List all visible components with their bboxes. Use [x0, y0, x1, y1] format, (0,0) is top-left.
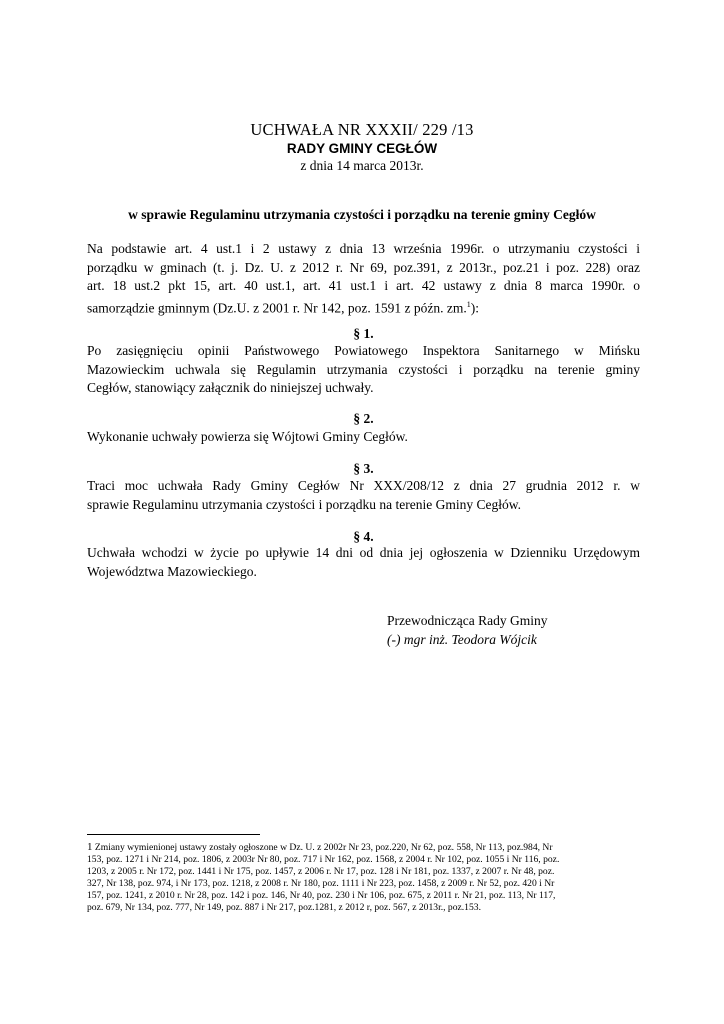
- signatory-role: Przewodnicząca Rady Gminy: [387, 613, 548, 628]
- section-1-heading: § 1.: [353, 326, 374, 341]
- section-line: Uchwała wchodzi w życie po upływie 14 dni od dnia jej ogłoszenia w Dzienniku Urzędowym: [87, 545, 640, 560]
- section-3-heading: § 3.: [353, 461, 374, 476]
- footnote-number: 1: [87, 841, 93, 853]
- footnote-line: 1203, z 2005 r. Nr 172, poz. 1441 i Nr 175, poz. 1457, z 2006 r. Nr 17, poz. 128 i Nr 181, poz. 1337, z 2007 r. Nr 48, poz.: [87, 866, 555, 878]
- section-4-text: [87, 544, 640, 581]
- preamble-line: art. 18 ust.2 pkt 15, art. 40 ust.1, art. 41 ust.1 i art. 42 ustawy z dnia 8 marca 1990r. o: [87, 278, 640, 293]
- preamble-line: Na podstawie art. 4 ust.1 i 2 ustawy z dnia 13 września 1996r. o utrzymaniu czystości i: [87, 241, 640, 256]
- section-line: Województwa Mazowieckiego.: [87, 563, 257, 579]
- section-line: sprawie Regulaminu utrzymania czystości i porządku na terenie Gminy Cegłów.: [87, 496, 521, 512]
- signature-block: [387, 611, 547, 649]
- section-line: Cegłów, stanowiący załącznik do niniejszej uchwały.: [87, 380, 374, 395]
- preamble: [87, 240, 640, 318]
- resolution-date: z dnia 14 marca 2013r.: [300, 158, 424, 173]
- preamble-line-end: ):: [470, 300, 480, 315]
- section-line: Mazowieckim uchwala się Regulamin utrzymania czystości i porządku na terenie gminy: [87, 361, 640, 377]
- section-2-text: [87, 428, 640, 447]
- preamble-line-last: [87, 296, 640, 318]
- footnote-line: 153, poz. 1271 i Nr 214, poz. 1806, z 2003r Nr 80, poz. 717 i Nr 162, poz. 1568, z 2004 r. Nr 102, poz. 1055 i Nr 116, poz.: [87, 854, 560, 866]
- footnote-line: 157, poz. 1241, z 2010 r. Nr 28, poz. 142 i poz. 146, Nr 40, poz. 230 i Nr 106, poz. 675, z 2011 r. Nr 21, poz. 113, Nr 117,: [87, 890, 556, 902]
- footnote-line: Zmiany wymienionej ustawy zostały ogłoszone w Dz. U. z 2002r Nr 23, poz.220, Nr 62, poz. 558, Nr 113, poz.984, Nr: [92, 842, 553, 853]
- section-4-heading: § 4.: [353, 529, 374, 544]
- section-line: Wykonanie uchwały powierza się Wójtowi Gminy Cegłów.: [87, 429, 408, 444]
- section-2-heading: § 2.: [353, 411, 374, 426]
- section-1-text: [87, 342, 640, 398]
- preamble-line: porządku w gminach (t. j. Dz. U. z 2012 r. Nr 69, poz.391, z 2013r., poz.21 i poz. 228) oraz: [87, 259, 640, 275]
- footnote-line-first: [87, 842, 642, 854]
- resolution-subject: w sprawie Regulaminu utrzymania czystości i porządku na terenie gminy Cegłów: [128, 207, 596, 222]
- preamble-line: samorządzie gminnym (Dz.U. z 2001 r. Nr 142, poz. 1591 z późn. zm.: [87, 300, 467, 315]
- footnote-divider: [87, 834, 260, 835]
- section-3-text: [87, 477, 640, 514]
- footnote: [87, 842, 642, 915]
- footnote-reference[interactable]: 1: [466, 299, 471, 309]
- council-name: RADY GMINY CEGŁÓW: [286, 141, 438, 156]
- footnote-line: poz. 679, Nr 134, poz. 777, Nr 149, poz. 887 i Nr 217, poz.1281, z 2012 r, poz. 567, z 2013r., poz.153.: [87, 902, 481, 914]
- resolution-title: UCHWAŁA NR XXXII/ 229 /13: [250, 120, 474, 139]
- footnote-line: 327, Nr 138, poz. 974, i Nr 173, poz. 1218, z 2008 r. Nr 180, poz. 1111 i Nr 223, poz. 1458, z 2009 r. Nr 52, poz. 420 i Nr: [87, 878, 555, 890]
- section-line: Traci moc uchwała Rady Gminy Cegłów Nr XXX/208/12 z dnia 27 grudnia 2012 r. w: [87, 478, 640, 493]
- document-header: [0, 120, 724, 174]
- signatory-name: (-) mgr inż. Teodora Wójcik: [387, 632, 537, 647]
- section-line: Po zasięgnięciu opinii Państwowego Powiatowego Inspektora Sanitarnego w Mińsku: [87, 343, 640, 358]
